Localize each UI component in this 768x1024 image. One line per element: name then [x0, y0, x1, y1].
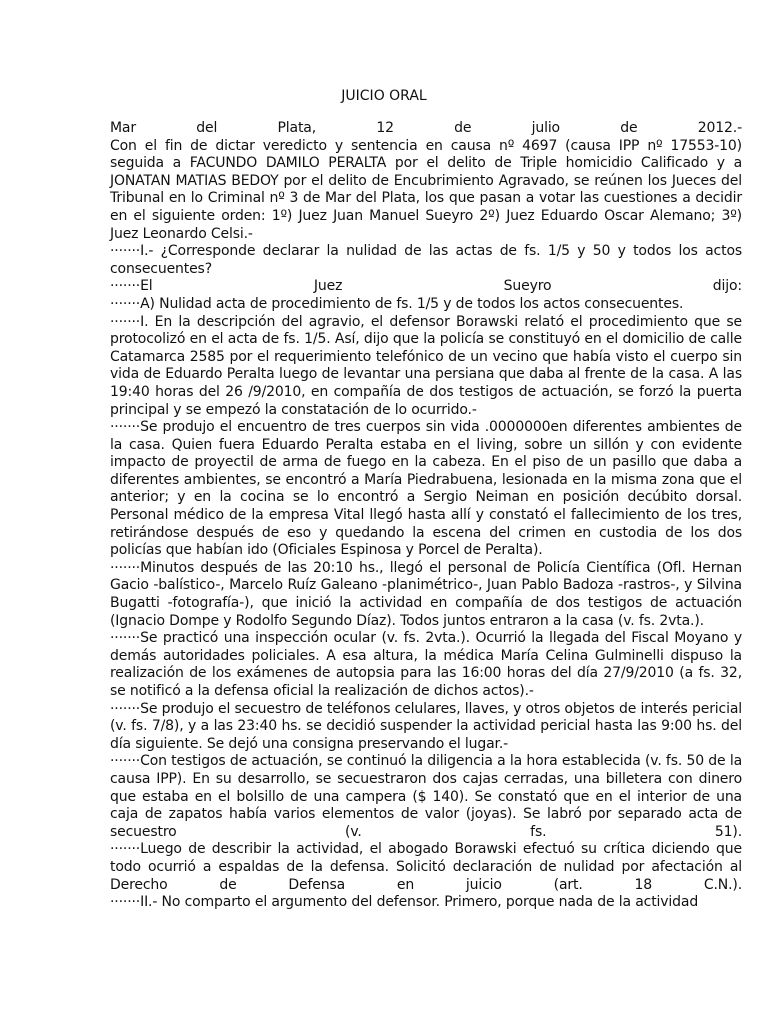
paragraph-inspeccion: ·······Se practicó una inspección ocular (v. fs. 2vta.). Ocurrió la llegada del Fiscal Moyano y demás autoridades policiales. A esa altura, la médica María Celina Gulminelli dispuso la realización de los exámenes de autopsia para las 16:00 horas del día 27/9/2010 (a fs. 32, se notificó a la defensa oficial la realización de dichos actos).-	[110, 630, 742, 699]
paragraph-question-1: ·······I.- ¿Corresponde declarar la nulidad de las actas de fs. 1/5 y 50 y todos los actos consecuentes?	[110, 243, 742, 277]
paragraph-intro: Con el fin de dictar veredicto y sentencia en causa nº 4697 (causa IPP nº 17553-10) seguida a FACUNDO DAMILO PERALTA por el delito de Triple homicidio Calificado y a JONATAN MATIAS BEDOY por el delito de Encubrimiento Agravado, se reúnen los Jueces del Tribunal en lo Criminal nº 3 de Mar del Plata, los que pasan a votar las cuestiones a decidir en el siguiente orden: 1º) Juez Juan Manuel Sueyro 2º) Juez Eduardo Oscar Alemano; 3º) Juez Leonardo Celsi.-	[110, 137, 742, 242]
paragraph-agravio: ·······I. En la descripción del agravio, el defensor Borawski relató el procedimiento que se protocolizó en el acta de fs. 1/5. Así, dijo que la policía se constituyó en el domicilio de calle Catamarca 2585 por el requerimiento telefónico de un vecino que había visto el cuerpo sin vida de Eduardo Peralta luego de levantar una persiana que daba al frente de la casa. A las 19:40 horas del 26 /9/2010, en compañía de dos testigos de actuación, se forzó la puerta principal y se empezó la constatación de lo ocurrido.-	[110, 313, 742, 418]
paragraph-bodies: ·······Se produjo el encuentro de tres cuerpos sin vida .0000000en diferentes ambientes de la casa. Quien fuera Eduardo Peralta estaba en el living, sobre un sillón y con evidente impacto de proyectil de arma de fuego en la cabeza. En el piso de un pasillo que daba a diferentes ambientes, se encontró a María Piedrabuena, lesionada en la misma zona que el anterior; y en la cocina se lo encontró a Sergio Neiman en posición decúbito dorsal. Personal médico de la empresa Vital llegó hasta allí y constató el fallecimiento de los tres, retirándose después de eso y quedando la escena del crimen en custodia de los dos policías que habían ido (Oficiales Espinosa y Porcel de Peralta).	[110, 419, 742, 559]
paragraph-continuacion: ·······Con testigos de actuación, se continuó la diligencia a la hora establecida (v. fs. 50 de la causa IPP). En su desarrollo, se secuestraron dos cajas cerradas, una billetera con dinero que estaba en el bolsillo de una campera ($ 140). Se constató que en el interior de una caja de zapatos había varios elementos de valor (joyas). Se labró por separado acta de secuestro (v. fs. 51).	[110, 753, 742, 840]
paragraph-cientifica: ·······Minutos después de las 20:10 hs., llegó el personal de Policía Científica (Ofl. Hernan Gacio -balístico-, Marcelo Ruíz Galeano -planimétrico-, Juan Pablo Badoza -rastros-, y Silvina Bugatti -fotografía-), que inició la actividad en compañía de dos testigos de actuación (Ignacio Dompe y Rodolfo Segundo Díaz). Todos juntos entraron a la casa (v. fs. 2vta.).	[110, 559, 742, 629]
paragraph-heading-a: ·······A) Nulidad acta de procedimiento de fs. 1/5 y de todos los actos consecuentes.	[110, 295, 684, 312]
paragraph-critica: ·······Luego de describir la actividad, el abogado Borawski efectuó su crítica diciendo que todo ocurrió a espaldas de la defensa. Solicitó declaración de nulidad por afectación al Derecho de Defensa en juicio (art. 18 C.N.).	[110, 841, 742, 893]
paragraph-judge-speaks: ·······El Juez Sueyro dijo:	[110, 278, 742, 295]
paragraph-respuesta: ·······II.- No comparto el argumento del defensor. Primero, porque nada de la actividad	[110, 894, 699, 911]
paragraph-secuestro: ·······Se produjo el secuestro de teléfonos celulares, llaves, y otros objetos de interés pericial (v. fs. 7/8), y a las 23:40 hs. se decidió suspender la actividad pericial hasta las 9:00 hs. del día siguiente. Se dejó una consigna preservando el lugar.-	[110, 700, 742, 752]
document-title: JUICIO ORAL	[341, 88, 427, 104]
document-body	[110, 120, 742, 912]
paragraph-date: Mar del Plata, 12 de julio de 2012.-	[110, 120, 742, 136]
